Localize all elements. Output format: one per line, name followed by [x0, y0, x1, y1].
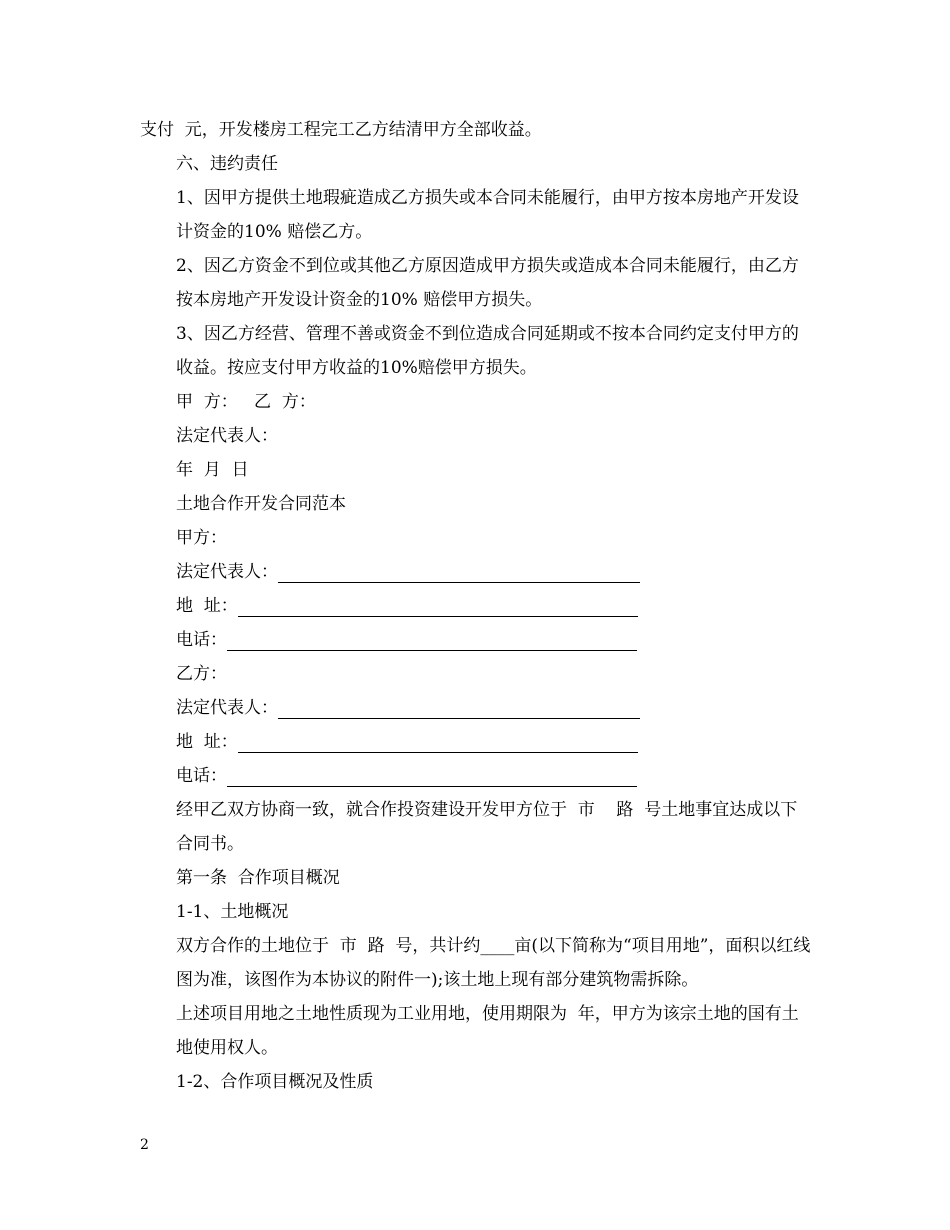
- signature-date: 年 月 日: [176, 460, 249, 480]
- party-a-legal-rep-field: [140, 555, 812, 589]
- party-a-legal-rep-label: 法定代表人：: [176, 562, 278, 582]
- party-a-address-field: [140, 589, 812, 623]
- page-number: 2: [140, 1137, 149, 1153]
- party-a-phone-field: [140, 623, 812, 657]
- party-a-address-label: 地 址：: [176, 596, 238, 616]
- party-a-label: 甲方：: [176, 528, 227, 548]
- paragraph-agreement-intro: 经甲乙双方协商一致，就合作投资建设开发甲方位于 市 路 号土地事宜达成以下合同书。: [176, 800, 798, 854]
- document-body: [140, 113, 812, 1099]
- party-b-phone-blank: [227, 764, 637, 787]
- party-b-legal-rep-field: [140, 691, 812, 725]
- paragraph-breach-1: 1、因甲方提供土地瑕疵造成乙方损失或本合同未能履行，由甲方按本房地产开发设计资金的10% 赔偿乙方。: [176, 188, 799, 242]
- paragraph-payment: 支付 元，开发楼房工程完工乙方结清甲方全部收益。: [140, 120, 542, 140]
- party-a-address-blank: [238, 594, 638, 617]
- subheading-land-overview: 1-1、土地概况: [176, 902, 289, 922]
- paragraph-breach-2: 2、因乙方资金不到位或其他乙方原因造成甲方损失或造成本合同未能履行，由乙方按本房地产开发设计资金的10% 赔偿甲方损失。: [176, 256, 799, 310]
- subheading-project-overview: 1-2、合作项目概况及性质: [176, 1072, 374, 1092]
- signature-legal-rep: 法定代表人：: [176, 426, 278, 446]
- party-b-address-blank: [238, 730, 638, 753]
- party-a-phone-label: 电话：: [176, 630, 227, 650]
- party-b-phone-field: [140, 759, 812, 793]
- party-b-phone-label: 电话：: [176, 766, 227, 786]
- party-b-address-label: 地 址：: [176, 732, 238, 752]
- article-heading-1: 第一条 合作项目概况: [176, 868, 340, 888]
- party-b-label: 乙方：: [176, 664, 227, 684]
- paragraph-breach-3: 3、因乙方经营、管理不善或资金不到位造成合同延期或不按本合同约定支付甲方的收益。按应支付甲方收益的10%赔偿甲方损失。: [176, 324, 799, 378]
- section-heading-breach: 六、违约责任: [176, 154, 278, 174]
- contract-title: 土地合作开发合同范本: [176, 494, 346, 514]
- paragraph-land-nature: 上述项目用地之土地性质现为工业用地，使用期限为 年，甲方为该宗土地的国有土地使用权人。: [176, 1004, 799, 1058]
- party-a-legal-rep-blank: [278, 560, 640, 583]
- signature-parties: 甲 方： 乙 方：: [176, 392, 316, 412]
- party-a-phone-blank: [227, 628, 637, 651]
- party-b-legal-rep-blank: [278, 696, 640, 719]
- paragraph-land-location: 双方合作的土地位于 市 路 号，共计约____亩(以下简称为“项目用地”，面积以红线图为准，该图作为本协议的附件一);该土地上现有部分建筑物需拆除。: [176, 936, 811, 990]
- party-b-legal-rep-label: 法定代表人：: [176, 698, 278, 718]
- party-b-address-field: [140, 725, 812, 759]
